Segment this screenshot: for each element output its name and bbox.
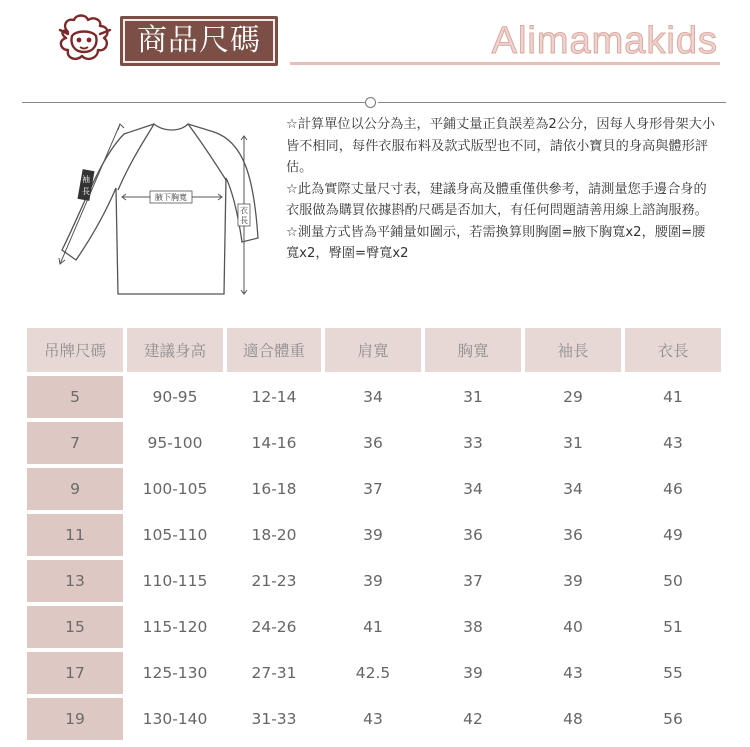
cell-height: 125-130 — [142, 664, 208, 682]
page-title: 商品尺碼 — [137, 23, 261, 58]
cell-sleeve: 40 — [563, 618, 583, 636]
cell-size: 13 — [27, 560, 123, 602]
cell-height: 100-105 — [142, 480, 208, 498]
divider-circle-icon — [365, 97, 376, 108]
cell-shoulder: 36 — [363, 434, 383, 452]
cell-chest: 37 — [463, 572, 483, 590]
cell-size: 9 — [27, 468, 123, 510]
cell-sleeve: 31 — [563, 434, 583, 452]
cell-size: 17 — [27, 652, 123, 694]
cell-sleeve: 36 — [563, 526, 583, 544]
cell-length: 50 — [663, 572, 683, 590]
cell-weight: 16-18 — [251, 480, 297, 498]
garment-measurement-figure — [54, 118, 276, 304]
cell-size: 5 — [27, 376, 123, 418]
header-size: 吊牌尺碼 — [27, 328, 123, 372]
length-label-2: 長 — [240, 216, 248, 225]
cell-chest: 42 — [463, 710, 483, 728]
divider-left — [22, 102, 365, 103]
note-2: ☆此為實際丈量尺寸表，建議身高及體重僅供參考，請測量您手邊合身的衣服做為購買依據斟酌尺碼是否加大，有任何問題請善用線上諮詢服務。 — [286, 181, 708, 218]
cell-shoulder: 42.5 — [355, 664, 391, 682]
cell-sleeve: 29 — [563, 388, 583, 406]
divider-right — [378, 102, 726, 103]
cell-shoulder: 43 — [363, 710, 383, 728]
note-3: ☆測量方式皆為平鋪量如圖示，若需換算則胸圍=腋下胸寬x2，腰圍=腰寬x2，臀圍=臀寬x2 — [286, 224, 706, 261]
cell-height: 130-140 — [142, 710, 208, 728]
cell-sleeve: 48 — [563, 710, 583, 728]
header-sleeve: 袖長 — [525, 328, 621, 372]
cell-size: 11 — [27, 514, 123, 556]
cell-length: 55 — [663, 664, 683, 682]
cell-shoulder: 37 — [363, 480, 383, 498]
cell-length: 56 — [663, 710, 683, 728]
cell-length: 41 — [663, 388, 683, 406]
cell-height: 90-95 — [152, 388, 198, 406]
size-notes — [286, 114, 716, 265]
cell-weight: 14-16 — [251, 434, 297, 452]
length-label-1: 衣 — [240, 206, 248, 215]
note-1: ☆計算單位以公分為主，平鋪丈量正負誤差為2公分，因每人身形骨架大小皆不相同，每件衣服布料及款式版型也不同，請依小寶貝的身高與體形評估。 — [286, 117, 716, 175]
cell-shoulder: 41 — [363, 618, 383, 636]
cell-weight: 24-26 — [251, 618, 297, 636]
cell-height: 115-120 — [142, 618, 208, 636]
cell-length: 46 — [663, 480, 683, 498]
cell-size: 7 — [27, 422, 123, 464]
cell-sleeve: 34 — [563, 480, 583, 498]
cell-size: 19 — [27, 698, 123, 740]
header-height: 建議身高 — [127, 328, 223, 372]
cell-chest: 33 — [463, 434, 483, 452]
header-shoulder: 肩寬 — [325, 328, 421, 372]
header-weight: 適合體重 — [227, 328, 321, 372]
cell-chest: 38 — [463, 618, 483, 636]
cell-shoulder: 39 — [363, 572, 383, 590]
cell-weight: 31-33 — [251, 710, 297, 728]
cell-shoulder: 39 — [363, 526, 383, 544]
cell-size: 15 — [27, 606, 123, 648]
sheep-logo-icon — [54, 12, 118, 68]
cell-weight: 18-20 — [251, 526, 297, 544]
cell-length: 43 — [663, 434, 683, 452]
cell-chest: 36 — [463, 526, 483, 544]
cell-chest: 34 — [463, 480, 483, 498]
cell-height: 95-100 — [147, 434, 203, 452]
cell-weight: 27-31 — [251, 664, 297, 682]
header-chest: 胸寬 — [425, 328, 521, 372]
cell-chest: 39 — [463, 664, 483, 682]
brand-name: Alimamakids — [491, 20, 718, 62]
header-length: 衣長 — [625, 328, 721, 372]
cell-weight: 21-23 — [251, 572, 297, 590]
cell-sleeve: 39 — [563, 572, 583, 590]
cell-length: 51 — [663, 618, 683, 636]
sleeve-label-2: 長 — [82, 187, 90, 196]
cell-shoulder: 34 — [363, 388, 383, 406]
cell-height: 105-110 — [142, 526, 208, 544]
sleeve-label-1: 袖 — [82, 175, 90, 184]
cell-weight: 12-14 — [251, 388, 297, 406]
cell-chest: 31 — [463, 388, 483, 406]
cell-height: 110-115 — [142, 572, 208, 590]
cell-length: 49 — [663, 526, 683, 544]
chest-label: 腋下胸寬 — [155, 193, 187, 202]
cell-sleeve: 43 — [563, 664, 583, 682]
